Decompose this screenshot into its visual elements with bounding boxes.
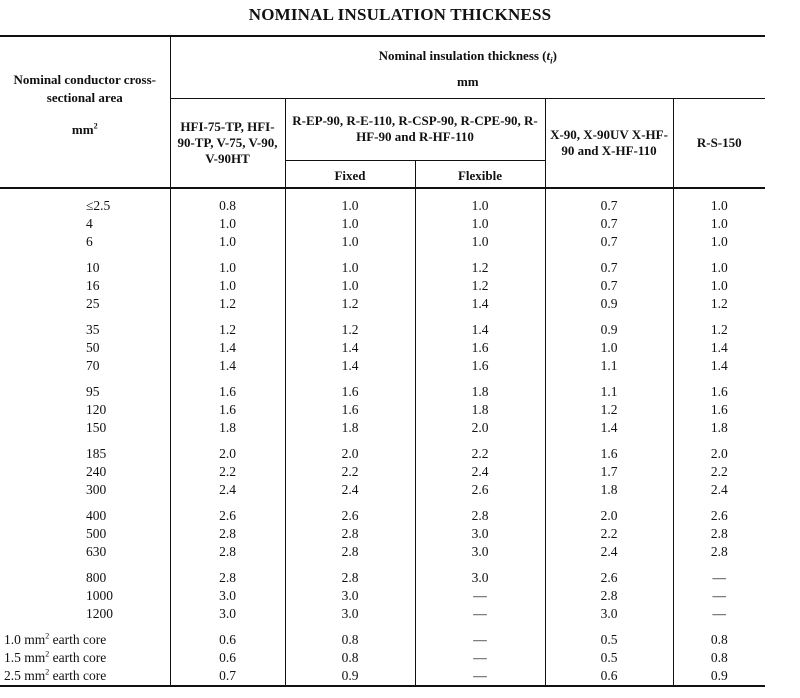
cell-x90: 2.8 (545, 587, 673, 605)
table-row-earth-core (0, 667, 765, 686)
cell-flexible: — (415, 631, 545, 649)
cell-area: 6 (86, 234, 93, 249)
table-row (0, 419, 765, 437)
cell-fixed: 1.2 (285, 321, 415, 339)
cell-area: 35 (86, 322, 100, 337)
cell-area: 150 (86, 420, 107, 435)
group-spacer (0, 623, 765, 631)
cell-flexible: — (415, 605, 545, 623)
group-spacer (0, 499, 765, 507)
cell-rs150: 1.6 (673, 383, 765, 401)
cell-rs150: 2.0 (673, 445, 765, 463)
cell-rs150: — (673, 569, 765, 587)
cell-fixed: 1.4 (285, 357, 415, 375)
header-col-rs150: R-S-150 (673, 98, 765, 188)
cell-x90: 2.2 (545, 525, 673, 543)
table-top-spacer (0, 188, 765, 197)
cell-hfi: 1.0 (170, 215, 285, 233)
table-row-earth-core (0, 649, 765, 667)
cell-x90: 0.7 (545, 215, 673, 233)
header-conductor-area (0, 36, 170, 188)
cell-hfi: 1.6 (170, 401, 285, 419)
cell-flexible: 1.4 (415, 295, 545, 313)
cell-fixed: 1.2 (285, 295, 415, 313)
cell-rs150: 1.0 (673, 215, 765, 233)
cell-area: 50 (86, 340, 100, 355)
table-row (0, 463, 765, 481)
cell-hfi: 2.4 (170, 481, 285, 499)
cell-flexible: 1.2 (415, 259, 545, 277)
cell-flexible: 1.0 (415, 215, 545, 233)
cell-x90: 1.1 (545, 357, 673, 375)
cell-fixed: 2.8 (285, 525, 415, 543)
cell-x90: 0.7 (545, 259, 673, 277)
cell-x90: 0.5 (545, 649, 673, 667)
cell-area: 500 (86, 526, 107, 541)
cell-flexible: 1.0 (415, 233, 545, 251)
cell-area: 95 (86, 384, 100, 399)
cell-hfi: 1.0 (170, 233, 285, 251)
table-row (0, 383, 765, 401)
cell-flexible: — (415, 649, 545, 667)
area-label: Nominal conductor cross-sectional area (13, 72, 157, 105)
cell-fixed: 3.0 (285, 587, 415, 605)
table-row (0, 525, 765, 543)
cell-hfi: 2.6 (170, 507, 285, 525)
table-row (0, 321, 765, 339)
cell-fixed: 1.0 (285, 259, 415, 277)
group-spacer (0, 251, 765, 259)
cell-rs150: 1.4 (673, 339, 765, 357)
cell-flexible: 1.6 (415, 339, 545, 357)
cell-area: 10 (86, 260, 100, 275)
cell-area: 1.5 $mm^2$ earth core (4, 649, 107, 665)
cell-rs150: 1.8 (673, 419, 765, 437)
cell-hfi: 0.8 (170, 197, 285, 215)
cell-flexible: 1.6 (415, 357, 545, 375)
cell-rs150: 1.4 (673, 357, 765, 375)
cell-area: 630 (86, 544, 107, 559)
cell-fixed: 0.9 (285, 667, 415, 686)
header-col-flexible: Flexible (415, 160, 545, 188)
cell-hfi: 1.0 (170, 277, 285, 295)
cell-flexible: 3.0 (415, 525, 545, 543)
cell-hfi: 1.6 (170, 383, 285, 401)
cell-fixed: 3.0 (285, 605, 415, 623)
cell-fixed: 2.8 (285, 543, 415, 561)
cell-area: 1.0 $mm^2$ earth core (4, 631, 107, 647)
header-col-fixed: Fixed (285, 160, 415, 188)
cell-rs150: 0.9 (673, 667, 765, 686)
cell-hfi: 1.4 (170, 339, 285, 357)
cell-rs150: — (673, 587, 765, 605)
cell-area: 16 (86, 278, 100, 293)
cell-area: 185 (86, 446, 107, 461)
table-row (0, 569, 765, 587)
cell-hfi: 1.4 (170, 357, 285, 375)
cell-area: 240 (86, 464, 107, 479)
cell-fixed: 1.0 (285, 215, 415, 233)
cell-hfi: 0.6 (170, 649, 285, 667)
group-spacer (0, 313, 765, 321)
cell-flexible: 1.4 (415, 321, 545, 339)
cell-rs150: 1.0 (673, 197, 765, 215)
cell-rs150: 1.0 (673, 233, 765, 251)
cell-flexible: 2.8 (415, 507, 545, 525)
cell-area: ≤2.5 (86, 198, 111, 213)
cell-rs150: 2.8 (673, 525, 765, 543)
cell-x90: 1.8 (545, 481, 673, 499)
cell-x90: 0.7 (545, 233, 673, 251)
cell-area: 2.5 $mm^2$ earth core (0, 667, 170, 686)
cell-rs150: 2.2 (673, 463, 765, 481)
cell-flexible: 1.0 (415, 197, 545, 215)
table-row (0, 445, 765, 463)
cell-flexible: 2.4 (415, 463, 545, 481)
cell-x90: 1.6 (545, 445, 673, 463)
cell-x90: 2.0 (545, 507, 673, 525)
area-unit: $mm^2$ (71, 121, 98, 137)
table-row (0, 259, 765, 277)
cell-rs150: 1.6 (673, 401, 765, 419)
cell-x90: 2.4 (545, 543, 673, 561)
cell-x90: 0.5 (545, 631, 673, 649)
cell-rs150: 0.8 (673, 649, 765, 667)
group-spacer (0, 375, 765, 383)
cell-x90: 1.4 (545, 419, 673, 437)
cell-fixed: 1.0 (285, 277, 415, 295)
cell-area: 1200 (86, 606, 113, 621)
table-row-earth-core (0, 631, 765, 649)
cell-fixed: 1.8 (285, 419, 415, 437)
cell-flexible: 1.2 (415, 277, 545, 295)
table-row (0, 543, 765, 561)
header-col-rep: R-EP-90, R-E-110, R-CSP-90, R-CPE-90, R-HF-90 and R-HF-110 (285, 98, 545, 160)
group-spacer (0, 437, 765, 445)
cell-area: 300 (86, 482, 107, 497)
cell-area: 400 (86, 508, 107, 523)
table-row (0, 295, 765, 313)
cell-x90: 1.7 (545, 463, 673, 481)
insulation-thickness-table (0, 35, 765, 687)
cell-flexible: 1.8 (415, 401, 545, 419)
table-row (0, 507, 765, 525)
cell-x90: 3.0 (545, 605, 673, 623)
table-body (0, 188, 765, 686)
cell-hfi: 0.7 (170, 667, 285, 686)
cell-hfi: 2.8 (170, 543, 285, 561)
header-col-x90: X-90, X-90UV X-HF-90 and X-HF-110 (545, 98, 673, 188)
cell-hfi: 1.8 (170, 419, 285, 437)
cell-area: 800 (86, 570, 107, 585)
cell-hfi: 2.2 (170, 463, 285, 481)
cell-flexible: 2.0 (415, 419, 545, 437)
table-row (0, 605, 765, 623)
table-title: NOMINAL INSULATION THICKNESS (248, 5, 552, 24)
cell-rs150: 0.8 (673, 631, 765, 649)
cell-hfi: 1.2 (170, 321, 285, 339)
cell-flexible: 3.0 (415, 543, 545, 561)
cell-flexible: 2.6 (415, 481, 545, 499)
group-spacer (0, 561, 765, 569)
cell-fixed: 1.0 (285, 233, 415, 251)
cell-rs150: 2.6 (673, 507, 765, 525)
cell-x90: 0.7 (545, 197, 673, 215)
cell-fixed: 2.6 (285, 507, 415, 525)
cell-hfi: 3.0 (170, 605, 285, 623)
table-row (0, 215, 765, 233)
cell-x90: 0.9 (545, 321, 673, 339)
cell-flexible: — (415, 587, 545, 605)
cell-rs150: 1.0 (673, 259, 765, 277)
cell-x90: 1.0 (545, 339, 673, 357)
cell-hfi: 3.0 (170, 587, 285, 605)
header-thickness-unit: mm (170, 66, 765, 98)
cell-hfi: 1.2 (170, 295, 285, 313)
cell-flexible: 1.8 (415, 383, 545, 401)
cell-rs150: 1.2 (673, 295, 765, 313)
cell-flexible: 2.2 (415, 445, 545, 463)
cell-area: 4 (86, 216, 93, 231)
cell-area: 1000 (86, 588, 113, 603)
cell-rs150: — (673, 605, 765, 623)
cell-area: 70 (86, 358, 100, 373)
cell-fixed: 1.0 (285, 197, 415, 215)
cell-area: 120 (86, 402, 107, 417)
cell-fixed: 1.6 (285, 383, 415, 401)
cell-hfi: 2.8 (170, 525, 285, 543)
cell-x90: 1.1 (545, 383, 673, 401)
cell-fixed: 0.8 (285, 631, 415, 649)
table-row (0, 401, 765, 419)
table-row (0, 339, 765, 357)
cell-rs150: 1.2 (673, 321, 765, 339)
header-col-hfi: HFI-75-TP, HFI-90-TP, V-75, V-90, V-90HT (170, 98, 285, 188)
cell-fixed: 1.4 (285, 339, 415, 357)
table-row (0, 197, 765, 215)
cell-rs150: 2.8 (673, 543, 765, 561)
cell-x90: 2.6 (545, 569, 673, 587)
cell-flexible: 3.0 (415, 569, 545, 587)
cell-fixed: 2.0 (285, 445, 415, 463)
cell-fixed: 2.2 (285, 463, 415, 481)
cell-fixed: 2.4 (285, 481, 415, 499)
cell-hfi: 2.0 (170, 445, 285, 463)
table-row (0, 357, 765, 375)
cell-fixed: 1.6 (285, 401, 415, 419)
table-row (0, 587, 765, 605)
table-header (0, 36, 765, 188)
cell-rs150: 1.0 (673, 277, 765, 295)
cell-x90: 0.7 (545, 277, 673, 295)
cell-rs150: 2.4 (673, 481, 765, 499)
cell-area: 25 (86, 296, 100, 311)
cell-hfi: 1.0 (170, 259, 285, 277)
cell-x90: 0.6 (545, 667, 673, 686)
cell-x90: 0.9 (545, 295, 673, 313)
cell-hfi: 0.6 (170, 631, 285, 649)
cell-hfi: 2.8 (170, 569, 285, 587)
cell-x90: 1.2 (545, 401, 673, 419)
table-row (0, 481, 765, 499)
table-row (0, 233, 765, 251)
header-nominal-thickness: Nominal insulation thickness $(t_i)$ (170, 36, 765, 66)
cell-fixed: 0.8 (285, 649, 415, 667)
cell-fixed: 2.8 (285, 569, 415, 587)
cell-flexible: — (415, 667, 545, 686)
table-row (0, 277, 765, 295)
